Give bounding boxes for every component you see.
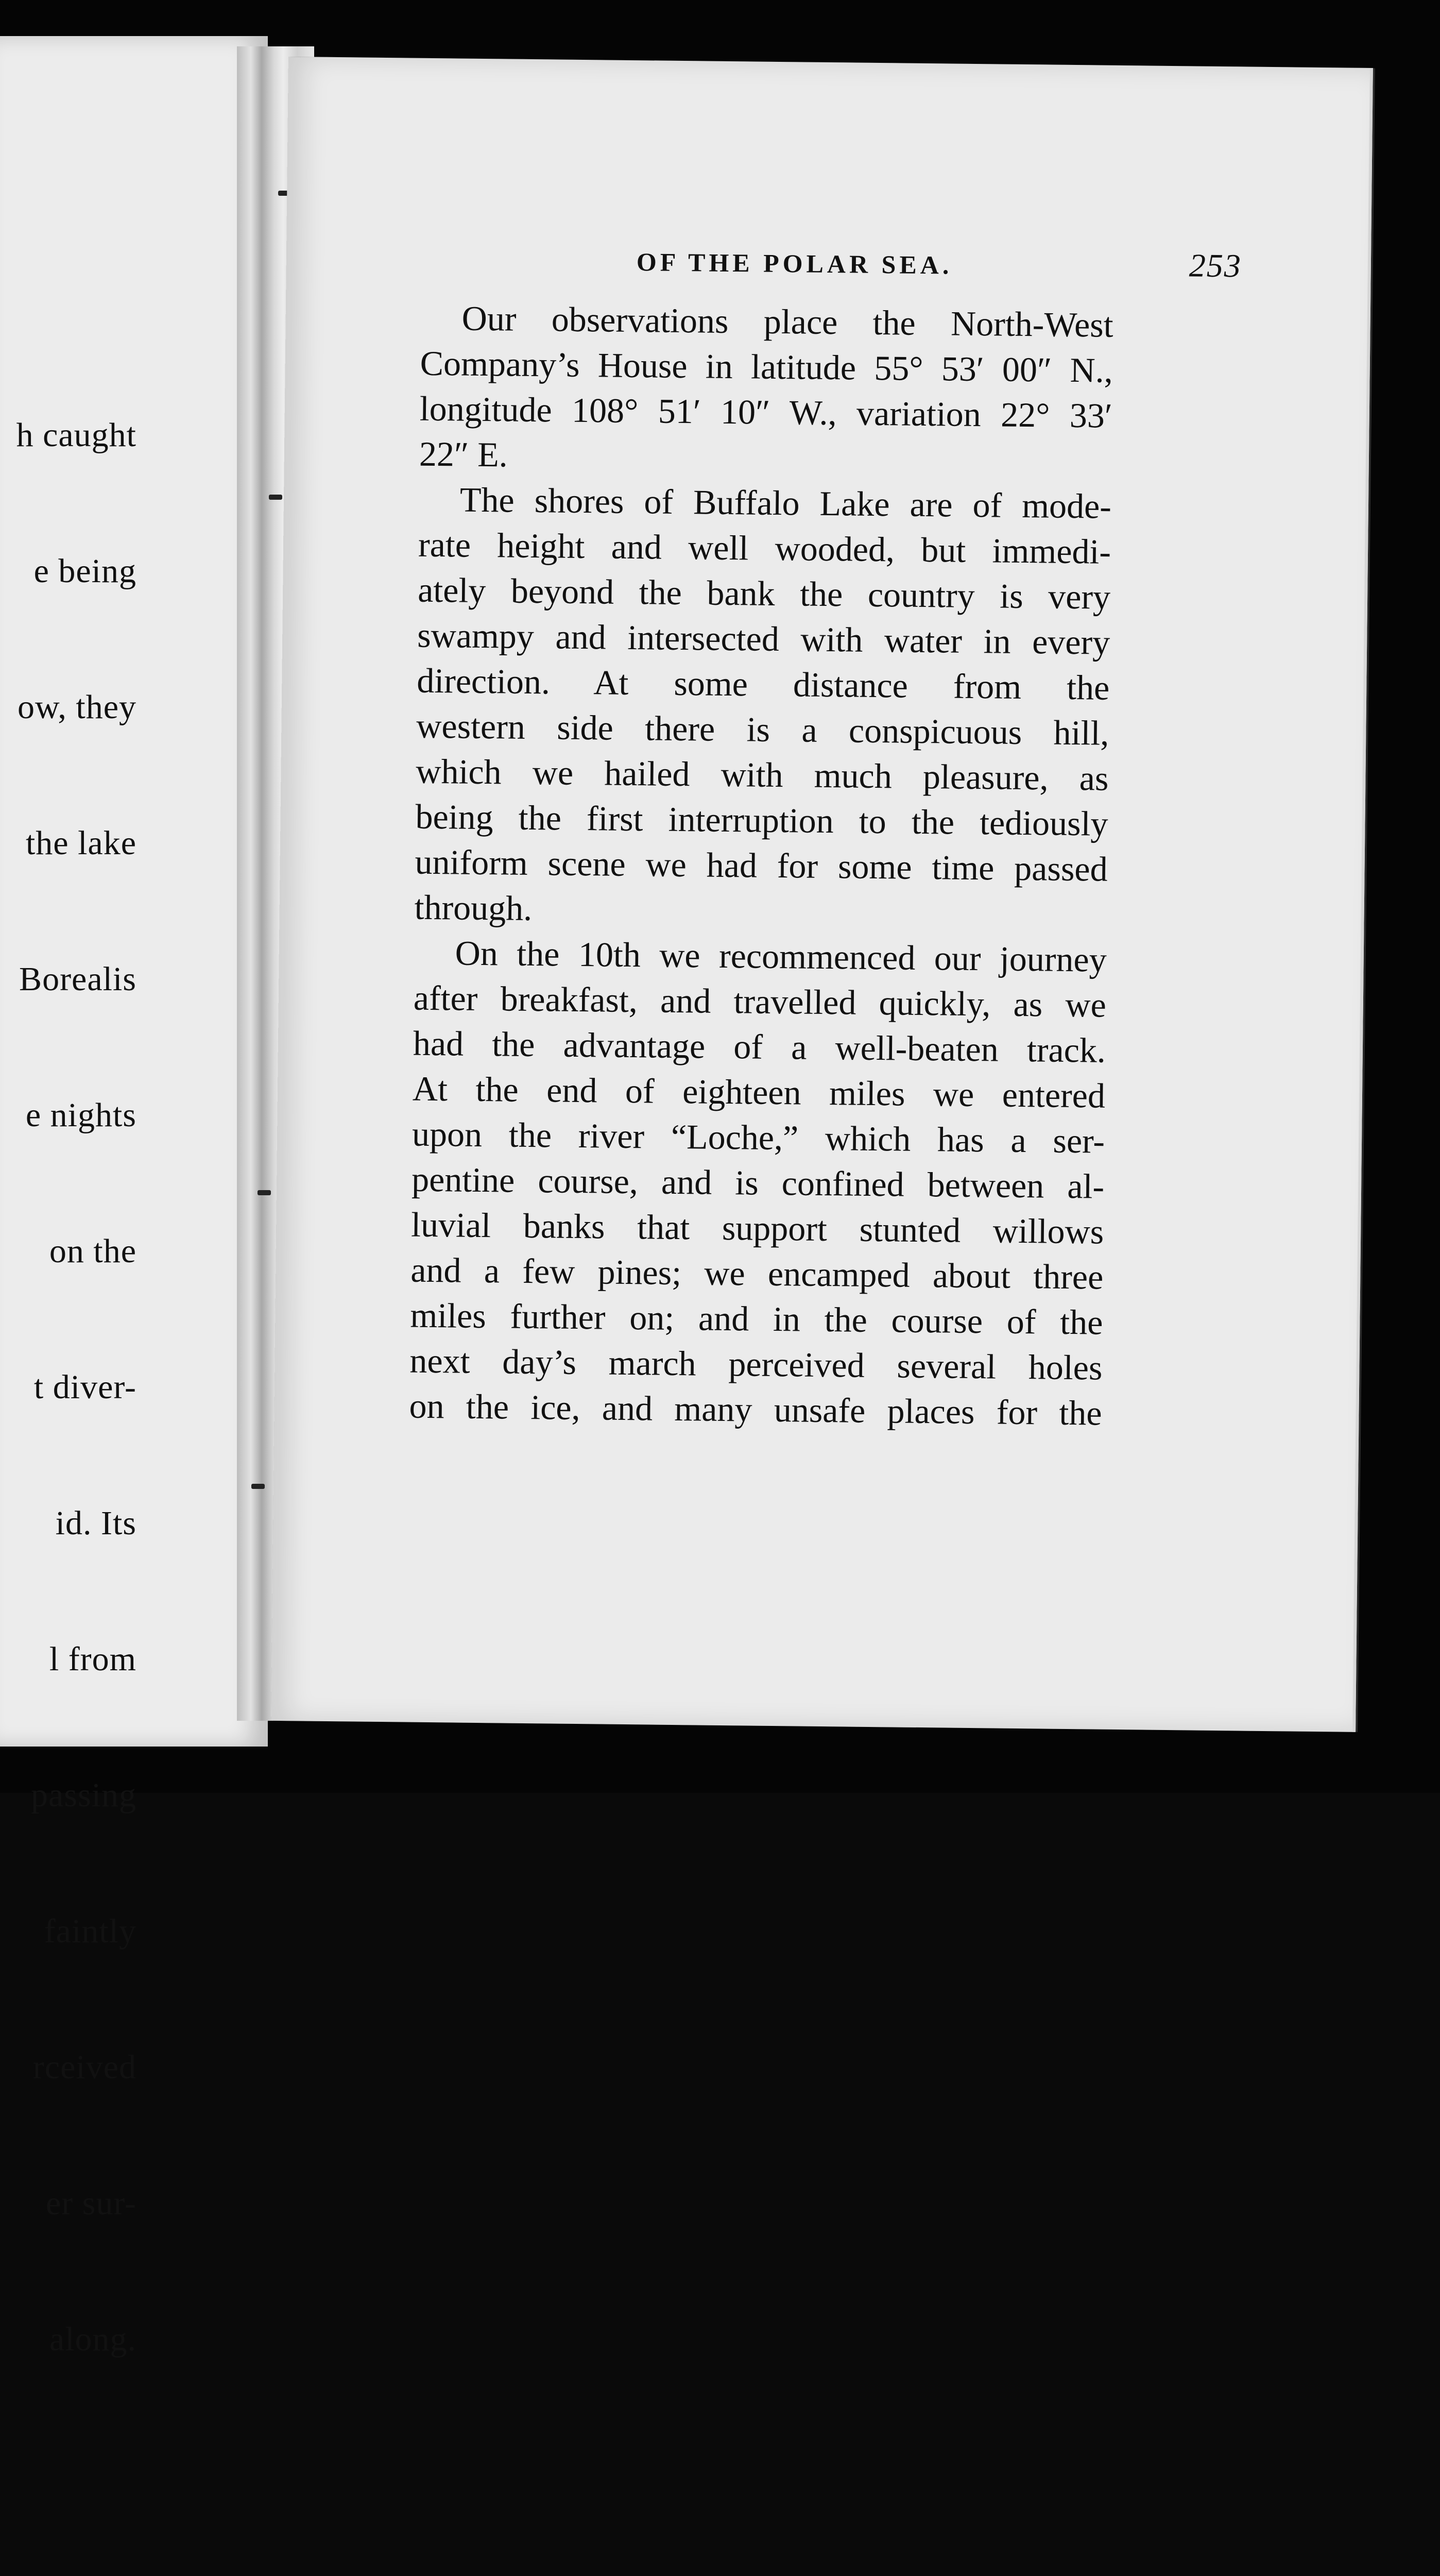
binding-stitch bbox=[269, 495, 282, 500]
text-line: direction. At some distance from the bbox=[416, 660, 1110, 707]
text-line: which we hailed with much pleasure, as bbox=[416, 751, 1109, 798]
text-line: along. bbox=[49, 2320, 136, 2358]
text-line: The shores of Buffalo Lake are of mode- bbox=[459, 480, 1112, 526]
text-line: miles further on; and in the course of the bbox=[410, 1295, 1103, 1342]
text-line: uniform scene we had for some time passed bbox=[415, 842, 1108, 889]
text-line: and a few pines; we encamped about three bbox=[410, 1250, 1104, 1297]
binding-stitch bbox=[258, 1190, 271, 1195]
text-line: luvial banks that support stunted willows bbox=[410, 1205, 1104, 1251]
text-line: passing bbox=[31, 1776, 136, 1814]
text-line: ow, they bbox=[17, 688, 136, 726]
text-line: rate height and well wooded, but immedi- bbox=[418, 524, 1111, 571]
binding-stitch bbox=[251, 1484, 265, 1489]
blank-line bbox=[16, 2453, 136, 2498]
text-line: t diver- bbox=[33, 1368, 136, 1406]
facing-page-text bbox=[16, 322, 136, 2576]
text-line: on the ice, and many unsafe places for the bbox=[409, 1386, 1102, 1433]
text-line: swampy and intersected with water in every bbox=[417, 615, 1110, 662]
text-line: Borealis bbox=[19, 960, 136, 998]
text-line: after breakfast, and travelled quickly, as we bbox=[413, 978, 1107, 1025]
text-line: pentine course, and is confined between al- bbox=[411, 1159, 1105, 1206]
text-line: id. Its bbox=[55, 1504, 136, 1542]
text-line: e nights bbox=[25, 1096, 136, 1134]
text-line: faintly bbox=[44, 1912, 136, 1950]
running-title: OF THE POLAR SEA. bbox=[636, 247, 953, 280]
page-right bbox=[271, 57, 1373, 1732]
text-line: Company’s House in latitude 55° 53′ 00″ N., bbox=[420, 343, 1113, 390]
body-text bbox=[409, 295, 1113, 1436]
text-line: rceived bbox=[32, 2048, 136, 2086]
text-line: had the advantage of a well-beaten track. bbox=[413, 1023, 1106, 1070]
facing-page-left bbox=[0, 36, 268, 2358]
text-line: the lake bbox=[25, 824, 136, 862]
text-line: western side there is a conspicuous hill, bbox=[416, 706, 1109, 753]
text-line: Our observations place the North-West bbox=[461, 298, 1114, 345]
text-line: e being bbox=[33, 552, 136, 590]
text-line: on the bbox=[49, 1232, 136, 1270]
text-line: 22″ E. bbox=[419, 434, 508, 474]
text-line: next day’s march perceived several holes bbox=[409, 1341, 1103, 1387]
text-line: On the 10th we recommenced our journey bbox=[455, 933, 1107, 979]
text-line: h caught bbox=[16, 416, 136, 454]
text-line: l from bbox=[49, 1640, 136, 1678]
text-line: ately beyond the bank the country is very bbox=[417, 570, 1111, 617]
running-head bbox=[637, 241, 1242, 285]
page-number: 253 bbox=[1189, 247, 1242, 284]
text-line: being the first interruption to the tediously bbox=[415, 796, 1108, 843]
text-line: longitude 108° 51′ 10″ W., variation 22° 33′ bbox=[419, 388, 1113, 435]
text-line: upon the river “Loche,” which has a ser- bbox=[412, 1114, 1105, 1161]
text-line: At the end of eighteen miles we entered bbox=[412, 1069, 1106, 1115]
text-line: er sur- bbox=[45, 2184, 136, 2222]
text-line: through. bbox=[414, 887, 533, 928]
